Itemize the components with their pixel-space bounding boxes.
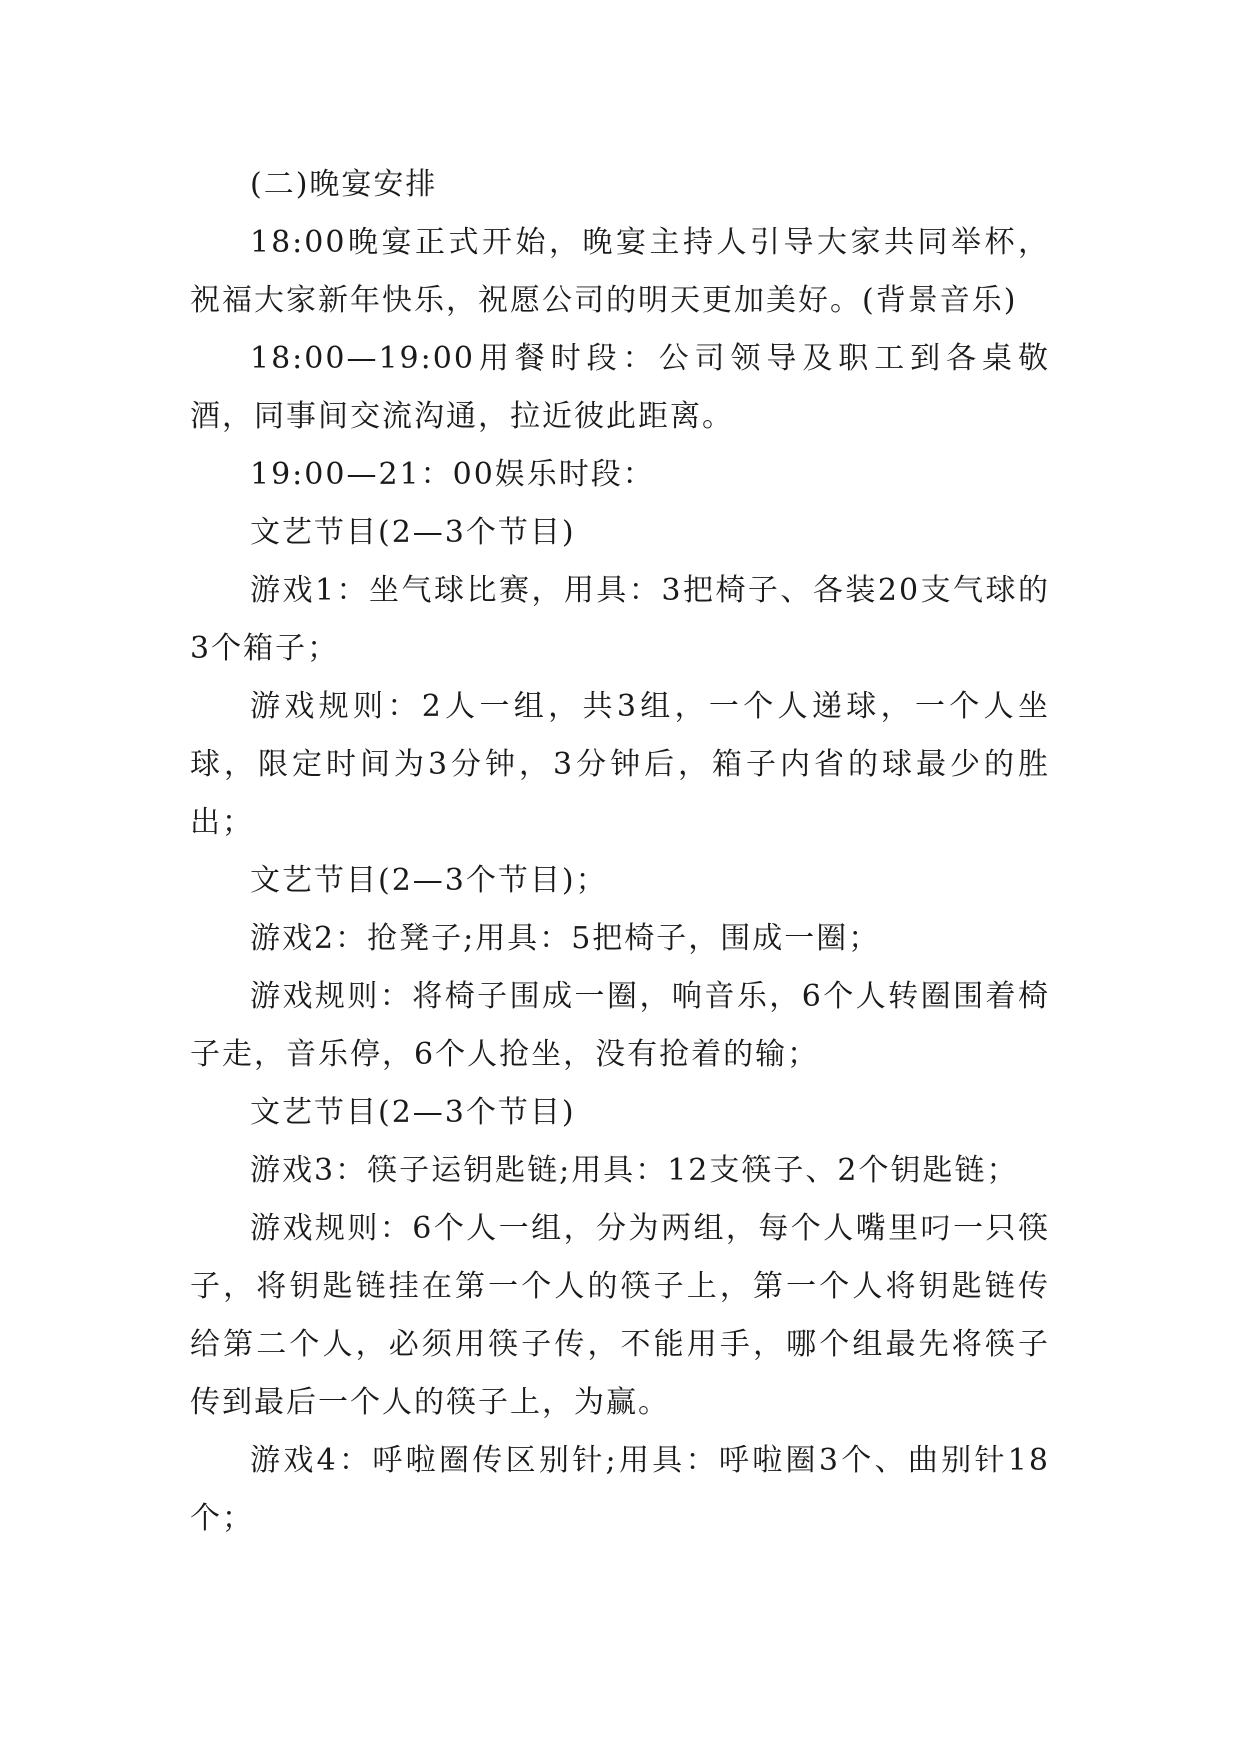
paragraph-game-3: 游戏3：筷子运钥匙链;用具：12支筷子、2个钥匙链；: [250, 1153, 1019, 1188]
paragraph-performance-2: 文艺节目(2—3个节目)；: [250, 863, 608, 898]
paragraph-entertainment-period: 19:00—21：00娱乐时段：: [250, 457, 655, 492]
section-heading: (二)晚宴安排: [250, 167, 438, 202]
paragraph-performance-3: 文艺节目(2—3个节目): [250, 1095, 576, 1130]
paragraph-dining-period: 18:00—19:00用餐时段：公司领导及职工到各桌敬酒，同事间交流沟通，拉近彼此距离。: [190, 341, 1050, 434]
paragraph-game-2-rules: 游戏规则：将椅子围成一圈，响音乐，6个人转圈围着椅子走，音乐停，6个人抢坐，没有抢着的输；: [190, 979, 1050, 1072]
document-body: [190, 156, 1050, 1548]
paragraph-performance-1: 文艺节目(2—3个节目): [250, 515, 576, 550]
paragraph-game-1: 游戏1：坐气球比赛，用具：3把椅子、各装20支气球的3个箱子；: [190, 573, 1050, 666]
paragraph-game-2: 游戏2：抢凳子;用具：5把椅子，围成一圈；: [250, 921, 881, 956]
paragraph-game-4: 游戏4：呼啦圈传区别针;用具：呼啦圈3个、曲别针18个；: [190, 1443, 1050, 1536]
paragraph-game-3-rules: 游戏规则：6个人一组，分为两组，每个人嘴里叼一只筷子，将钥匙链挂在第一个人的筷子上，第一个人将钥匙链传给第二个人，必须用筷子传，不能用手，哪个组最先将筷子传到最后一个人的筷子上，为赢。: [190, 1211, 1050, 1420]
paragraph-banquet-start: 18:00晚宴正式开始，晚宴主持人引导大家共同举杯，祝福大家新年快乐，祝愿公司的明天更加美好。(背景音乐): [190, 225, 1050, 318]
paragraph-game-1-rules: 游戏规则：2人一组，共3组，一个人递球，一个人坐球，限定时间为3分钟，3分钟后，箱子内省的球最少的胜出；: [190, 689, 1050, 840]
